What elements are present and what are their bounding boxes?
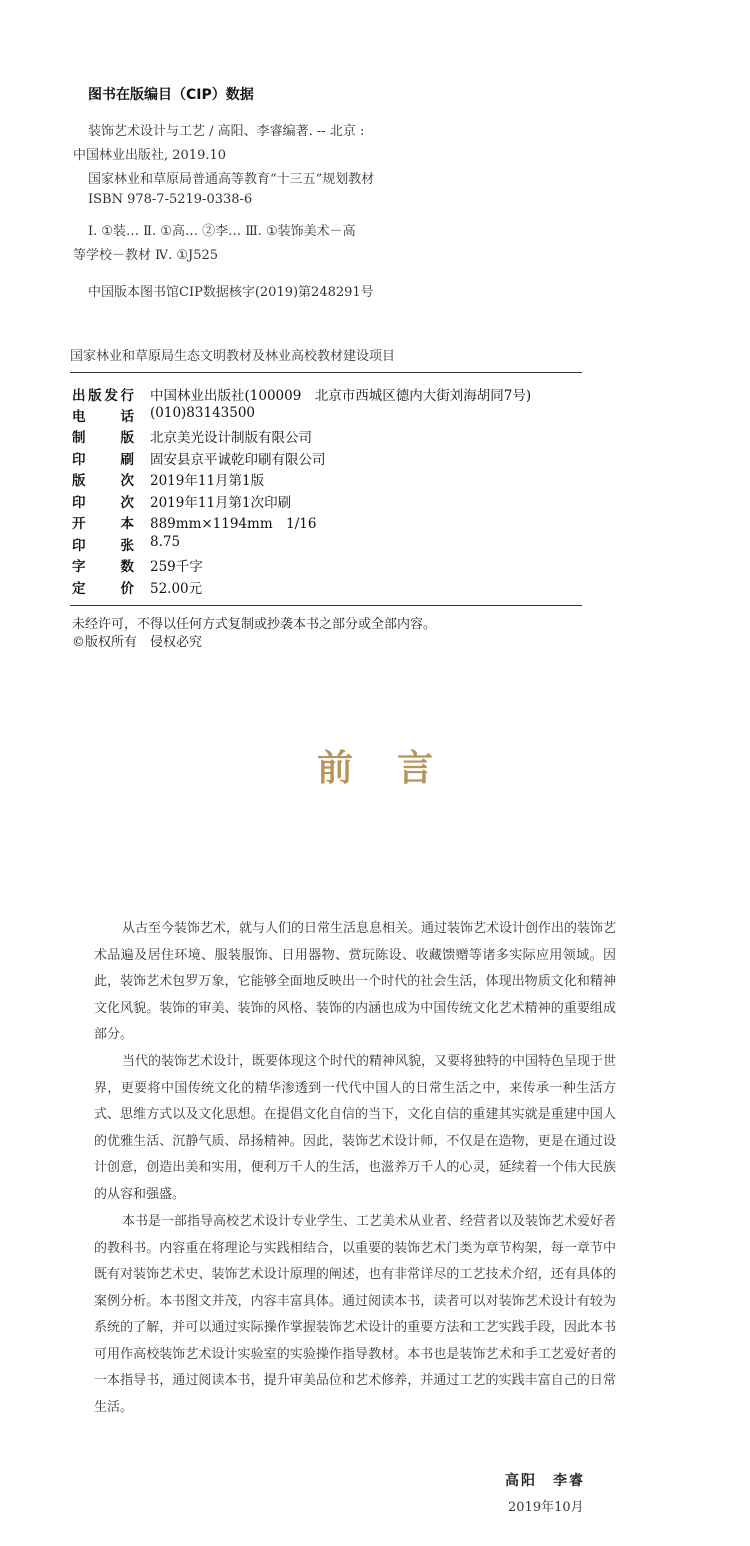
publication-label: 定 价 [72,581,134,597]
publication-value: 中国林业出版社(100009 北京市西城区德内大街刘海胡同7号) [150,388,532,404]
signature-date: 2019年10月 [508,1500,584,1515]
publication-value: 52.00元 [150,581,203,597]
publication-label: 开 本 [72,516,134,532]
publication-value: 北京美光设计制版有限公司 [150,430,312,446]
publication-value: 8.75 [150,534,181,550]
publication-value: 889mm×1194mm 1/16 [150,516,317,532]
author-signature: 高阳 李睿 [505,1473,585,1489]
copyright-notice: 未经许可，不得以任何方式复制或抄袭本书之部分或全部内容。 [72,617,437,632]
cip-line-classification-cont: 等学校－教材 Ⅳ. ①J525 [73,248,219,263]
rights-reserved: ©版权所有 侵权必究 [72,635,203,650]
publication-value: 259千字 [150,559,203,575]
cip-line-record-number: 中国版本图书馆CIP数据核字(2019)第248291号 [88,285,374,300]
divider-top [70,372,582,373]
publication-value: (010)83143500 [150,405,256,421]
cip-heading: 图书在版编目（CIP）数据 [88,87,254,103]
publication-label: 印 刷 [72,452,134,468]
publication-label: 出版发行 [72,388,134,404]
project-line: 国家林业和草原局生态文明教材及林业高校教材建设项目 [70,349,396,364]
publication-label: 字 数 [72,559,134,575]
preface-title: 前言 [316,747,477,789]
divider-bottom [70,605,582,606]
publication-value: 固安县京平诚乾印刷有限公司 [150,452,326,468]
publication-label: 印 张 [72,538,134,554]
publication-label: 印 次 [72,495,134,511]
cip-line-isbn: ISBN 978-7-5219-0338-6 [88,192,253,207]
preface-paragraph: 当代的装饰艺术设计，既要体现这个时代的精神风貌，又要将独特的中国特色呈现于世界，更要将中国传统文化的精华渗透到一代代中国人的日常生活之中，来传承一种生活方式、思维方式以及文化思想。在提倡文化自信的当下，文化自信的重建其实就是重建中国人的优雅生活、沉静气质、昂扬精神。因此，装饰艺术设计师，不仅是在造物，更是在通过设计创意，创造出美和实用，便利万千人的生活，也滋养万千人的心灵，延续着一个伟大民族的从容和强盛。 [94,1054,617,1202]
publication-value: 2019年11月第1次印刷 [150,495,292,511]
publication-label: 电 话 [72,409,134,425]
publication-label: 版 次 [72,473,134,489]
cip-line-series: 国家林业和草原局普通高等教育“十三五”规划教材 [88,172,375,187]
cip-line-publisher: 中国林业出版社, 2019.10 [73,148,227,163]
cip-line-classification: Ⅰ. ①装… Ⅱ. ①高… ②李… Ⅲ. ①装饰美术－高 [88,224,356,239]
publication-label: 制 版 [72,430,134,446]
preface-paragraph: 从古至今装饰艺术，就与人们的日常生活息息相关。通过装饰艺术设计创作出的装饰艺术品遍及居住环境、服装服饰、日用器物、赏玩陈设、收藏馈赠等诸多实际应用领域。因此，装饰艺术包罗万象，它能够全面地反映出一个时代的社会生活，体现出物质文化和精神文化风貌。装饰的审美、装饰的风格、装饰的内涵也成为中国传统文化艺术精神的重要组成部分。 [94,921,617,1042]
publication-value: 2019年11月第1版 [150,473,265,489]
cip-line-title: 装饰艺术设计与工艺 / 高阳、李睿编著. -- 北京 : [88,124,365,139]
preface-paragraph: 本书是一部指导高校艺术设计专业学生、工艺美术从业者、经营者以及装饰艺术爱好者的教科书。内容重在将理论与实践相结合，以重要的装饰艺术门类为章节构架，每一章节中既有对装饰艺术史、装饰艺术设计原理的阐述，也有非常详尽的工艺技术介绍，还有具体的案例分析。本书图文并茂，内容丰富具体。通过阅读本书，读者可以对装饰艺术设计有较为系统的了解，并可以通过实际操作掌握装饰艺术设计的重要方法和工艺实践手段，因此本书可用作高校装饰艺术设计实验室的实验操作指导教材。本书也是装饰艺术和手工艺爱好者的一本指导书，通过阅读本书，提升审美品位和艺术修养，并通过工艺的实践丰富自己的日常生活。 [94,1214,617,1415]
